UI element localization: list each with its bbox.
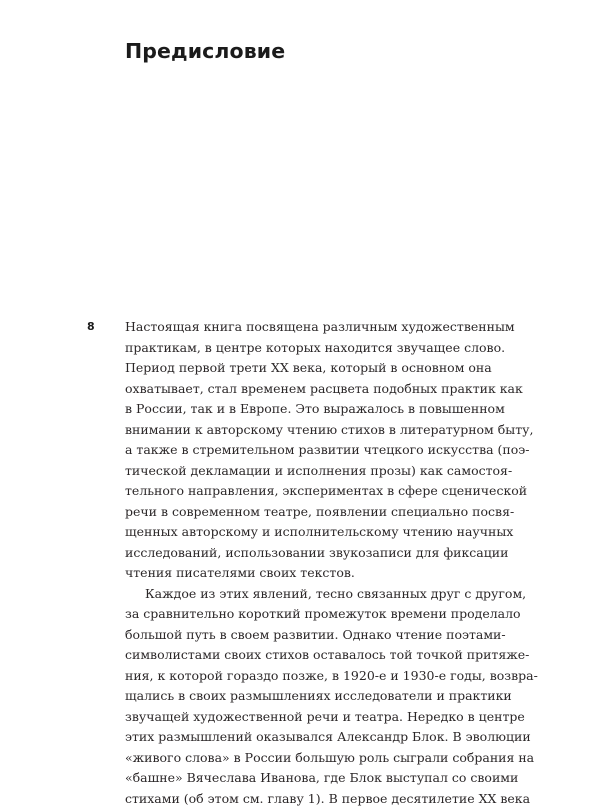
text-line: за сравнительно короткий промежуток времени проделало bbox=[125, 604, 485, 625]
text-line: символистами своих стихов оставалось той точкой притяже- bbox=[125, 645, 485, 666]
text-line: чтения писателями своих текстов. bbox=[125, 563, 485, 584]
text-line: в России, так и в Европе. Это выражалось в повышенном bbox=[125, 399, 485, 420]
page-number: 8 bbox=[87, 317, 95, 337]
text-line: тельного направления, экспериментах в сфере сценической bbox=[125, 481, 485, 502]
text-line: «живого слова» в России большую роль сыграли собрания на bbox=[125, 748, 485, 769]
text-line: звучащей художественной речи и театра. Нередко в центре bbox=[125, 707, 485, 728]
text-line: щенных авторскому и исполнительскому чтению научных bbox=[125, 522, 485, 543]
text-line: щались в своих размышлениях исследователи и практики bbox=[125, 686, 485, 707]
text-line: а также в стремительном развитии чтецкого искусства (поэ- bbox=[125, 440, 485, 461]
text-line: ния, к которой гораздо позже, в 1920-е и 1930-е годы, возвра- bbox=[125, 666, 485, 687]
text-line: большой путь в своем развитии. Однако чтение поэтами- bbox=[125, 625, 485, 646]
body-text bbox=[125, 317, 485, 809]
chapter-title: Предисловие bbox=[125, 36, 285, 66]
text-line: Период первой трети XX века, который в основном она bbox=[125, 358, 485, 379]
text-line: охватывает, стал временем расцвета подобных практик как bbox=[125, 379, 485, 400]
text-line: исследований, использовании звукозаписи для фиксации bbox=[125, 543, 485, 564]
text-line: Настоящая книга посвящена различным художественным bbox=[125, 317, 485, 338]
paragraph-1 bbox=[125, 317, 485, 584]
text-line: практикам, в центре которых находится звучащее слово. bbox=[125, 338, 485, 359]
text-line: стихами (об этом см. главу 1). В первое десятилетие XX века bbox=[125, 789, 485, 809]
text-line: этих размышлений оказывался Александр Блок. В эволюции bbox=[125, 727, 485, 748]
text-line: тической декламации и исполнения прозы) как самостоя- bbox=[125, 461, 485, 482]
text-line: речи в современном театре, появлении специально посвя- bbox=[125, 502, 485, 523]
text-line: внимании к авторскому чтению стихов в литературном быту, bbox=[125, 420, 485, 441]
text-line: Каждое из этих явлений, тесно связанных друг с другом, bbox=[125, 584, 485, 605]
paragraph-2 bbox=[125, 584, 485, 809]
text-line: «башне» Вячеслава Иванова, где Блок выступал со своими bbox=[125, 768, 485, 789]
